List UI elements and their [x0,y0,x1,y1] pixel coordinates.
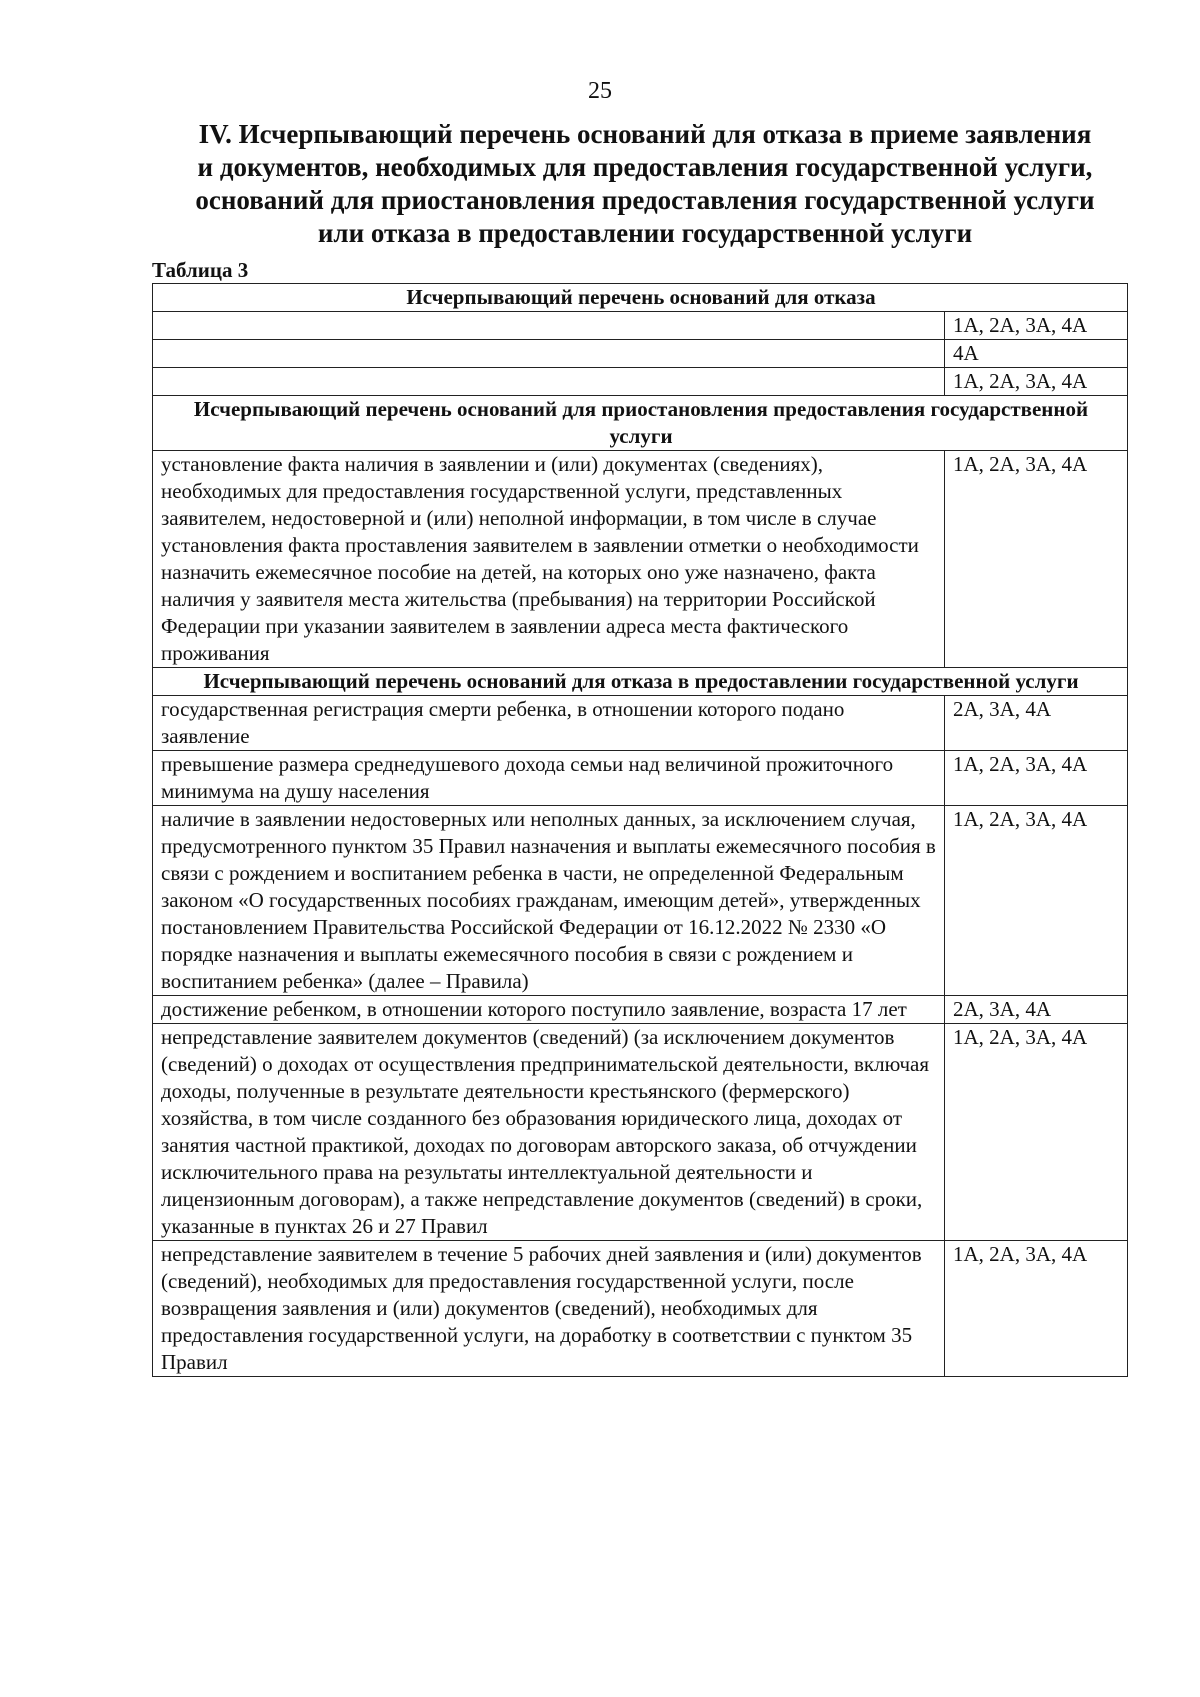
table-row [153,751,1128,806]
applicable-codes: 1А, 2А, 3А, 4А [945,1241,1128,1377]
ground-description: превышение размера среднедушевого дохода семьи над величиной прожиточного минимума на душу населения [153,751,945,806]
applicable-codes: 2А, 3А, 4А [945,696,1128,751]
table-row [153,368,1128,396]
section-title-suspension: Исчерпывающий перечень оснований для приостановления предоставления государственной услуги [153,396,1128,451]
heading-line: оснований для приостановления предоставления государственной услуги [195,185,1095,215]
table-row [153,312,1128,340]
ground-description [153,312,945,340]
section-header-row [153,396,1128,451]
ground-description: непредставление заявителем документов (сведений) (за исключением документов (сведений) о доходах от осуществления предпринимательской деятельности, включая доходы, полученные в результате деятельности крестьянского (фермерского) хозяйства, в том числе созданного без образования юридического лица, доходах от занятия частной практикой, доходах по договорам авторского заказа, об отчуждении исключительного права на результаты интеллектуальной деятельности и лицензионным договорам), а также непредставление документов (сведений) в сроки, указанные в пунктах 26 и 27 Правил [153,1024,945,1241]
ground-description: достижение ребенком, в отношении которого поступило заявление, возраста 17 лет [153,996,945,1024]
applicable-codes: 4А [945,340,1128,368]
table-row [153,1241,1128,1377]
ground-description: непредставление заявителем в течение 5 рабочих дней заявления и (или) документов (сведений), необходимых для предоставления государственной услуги, после возвращения заявления и (или) документов (сведений), необходимых для предоставления государственной услуги, на доработку в соответствии с пунктом 35 Правил [153,1241,945,1377]
grounds-table [152,283,1128,1377]
ground-description [153,340,945,368]
table-row [153,806,1128,996]
table-caption: Таблица 3 [152,258,249,282]
section-header-row [153,284,1128,312]
table-row [153,696,1128,751]
applicable-codes: 1А, 2А, 3А, 4А [945,312,1128,340]
section-title-refusal-acceptance: Исчерпывающий перечень оснований для отказа [153,284,1128,312]
table-row [153,1024,1128,1241]
heading-line: и документов, необходимых для предоставления государственной услуги, [197,152,1093,182]
ground-description [153,368,945,396]
heading-line: или отказа в предоставлении государственной услуги [317,218,973,248]
section-heading [150,118,1140,250]
applicable-codes: 1А, 2А, 3А, 4А [945,806,1128,996]
table-row [153,340,1128,368]
ground-description: установление факта наличия в заявлении и (или) документах (сведениях), необходимых для предоставления государственной услуги, представленных заявителем, недостоверной и (или) неполной информации, в том числе в случае установления факта проставления заявителем в заявлении отметки о необходимости назначить ежемесячное пособие на детей, на которых оно уже назначено, факта наличия у заявителя места жительства (пребывания) на территории Российской Федерации при указании заявителем в заявлении адреса места фактического проживания [153,451,945,668]
section-title-refusal-service: Исчерпывающий перечень оснований для отказа в предоставлении государственной услуги [153,668,1128,696]
applicable-codes: 1А, 2А, 3А, 4А [945,751,1128,806]
applicable-codes: 1А, 2А, 3А, 4А [945,368,1128,396]
applicable-codes: 1А, 2А, 3А, 4А [945,451,1128,668]
page-number: 25 [588,78,612,104]
table-row [153,451,1128,668]
table-row [153,996,1128,1024]
ground-description: государственная регистрация смерти ребенка, в отношении которого подано заявление [153,696,945,751]
heading-line: IV. Исчерпывающий перечень оснований для отказа в приеме заявления [198,119,1092,149]
applicable-codes: 1А, 2А, 3А, 4А [945,1024,1128,1241]
ground-description: наличие в заявлении недостоверных или неполных данных, за исключением случая, предусмотренного пунктом 35 Правил назначения и выплаты ежемесячного пособия в связи с рождением и воспитанием ребенка в части, не определенной Федеральным законом «О государственных пособиях гражданам, имеющим детей», утвержденных постановлением Правительства Российской Федерации от 16.12.2022 № 2330 «О порядке назначения и выплаты ежемесячного пособия в связи с рождением и воспитанием ребенка» (далее – Правила) [153,806,945,996]
applicable-codes: 2А, 3А, 4А [945,996,1128,1024]
section-header-row [153,668,1128,696]
